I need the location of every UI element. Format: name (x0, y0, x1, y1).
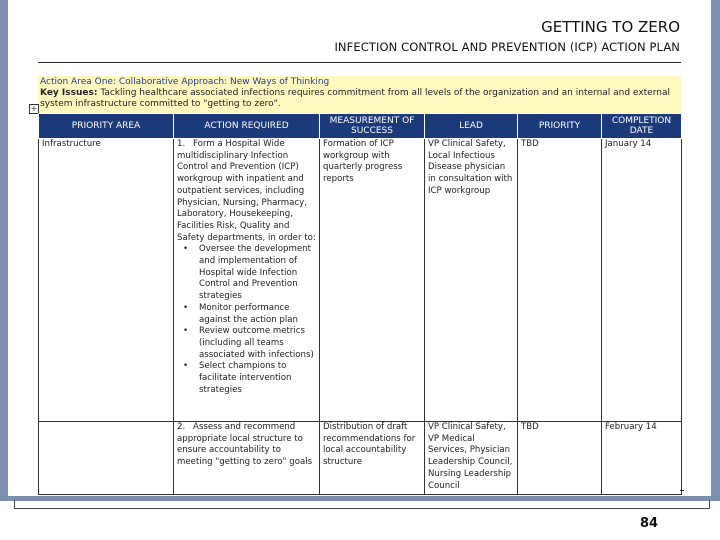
action-required-cell (174, 422, 320, 495)
lead-cell: VP Clinical Safety, Local Infectious Disease physician in consultation with ICP workgroup (425, 139, 518, 422)
measurement-cell: Formation of ICP workgroup with quarterly progress reports (320, 139, 425, 422)
key-issues (40, 88, 679, 110)
action-bullet-list (177, 244, 316, 396)
column-header-lead: LEAD (425, 114, 518, 139)
slide-frame-left (0, 0, 8, 500)
completion-date-cell: February 14 (602, 422, 682, 495)
priority-area-cell (39, 422, 174, 495)
key-issues-text: Tackling healthcare associated infections requires commitment from all levels of the organization and an internal and external system infrastructure committed to "getting to zero". (40, 88, 670, 109)
measurement-cell: Distribution of draft recommendations for local accountability structure (320, 422, 425, 495)
slide-frame-right (711, 0, 720, 500)
action-required-cell (174, 139, 320, 422)
action-bullet: • Oversee the development and implementation of Hospital wide Infection Control and Prevention strategies (177, 244, 316, 303)
page-number: 84 (640, 516, 659, 531)
column-header-priority-area: PRIORITY AREA (39, 114, 174, 139)
completion-date-cell: January 14 (602, 139, 682, 422)
priority-cell: TBD (518, 422, 602, 495)
title-divider (38, 62, 681, 63)
table-row (39, 139, 682, 422)
action-bullet: • Select champions to facilitate intervention strategies (177, 361, 316, 396)
priority-area-cell: Infrastructure (39, 139, 174, 422)
action-item (177, 422, 316, 469)
page-subtitle: INFECTION CONTROL AND PREVENTION (ICP) ACTION PLAN (334, 40, 680, 54)
column-header-measurement: MEASUREMENT OF SUCCESS (320, 114, 425, 139)
action-area-title: Action Area One: Collaborative Approach: New Ways of Thinking (40, 77, 330, 87)
table-end-mark (680, 490, 684, 491)
action-text: Assess and recommend appropriate local structure to ensure accountability to meeting "getting to zero" goals (177, 422, 313, 468)
priority-cell: TBD (518, 139, 602, 422)
slide-frame-bottom (0, 496, 720, 501)
action-bullet: • Monitor performance against the action plan (177, 303, 316, 326)
action-area-banner (38, 76, 681, 113)
footer-rule (14, 508, 710, 509)
key-issues-label: Key Issues: (40, 88, 98, 98)
action-number: 1. (177, 139, 186, 149)
lead-cell: VP Clinical Safety, VP Medical Services, Physician Leadership Council, Nursing Leadership Council (425, 422, 518, 495)
column-header-action-required: ACTION REQUIRED (174, 114, 320, 139)
action-number: 2. (177, 422, 186, 432)
table-move-handle-icon[interactable]: + (30, 104, 38, 113)
column-header-priority: PRIORITY (518, 114, 602, 139)
column-header-completion-date: COMPLETION DATE (602, 114, 682, 139)
table-row (39, 422, 682, 495)
action-text: Form a Hospital Wide multidisciplinary Infection Control and Prevention (ICP) workgroup with inpatient and outpatient services, including Physician, Nursing, Pharmacy, Laboratory, Housekeeping, Facilities Risk, Quality and Safety departments, in order to: (177, 139, 316, 243)
action-item (177, 139, 316, 244)
action-bullet: • Review outcome metrics (including all teams associated with infections) (177, 326, 316, 361)
table-header-row (39, 114, 682, 139)
page-title: GETTING TO ZERO (541, 18, 680, 36)
action-plan-table (38, 113, 682, 495)
